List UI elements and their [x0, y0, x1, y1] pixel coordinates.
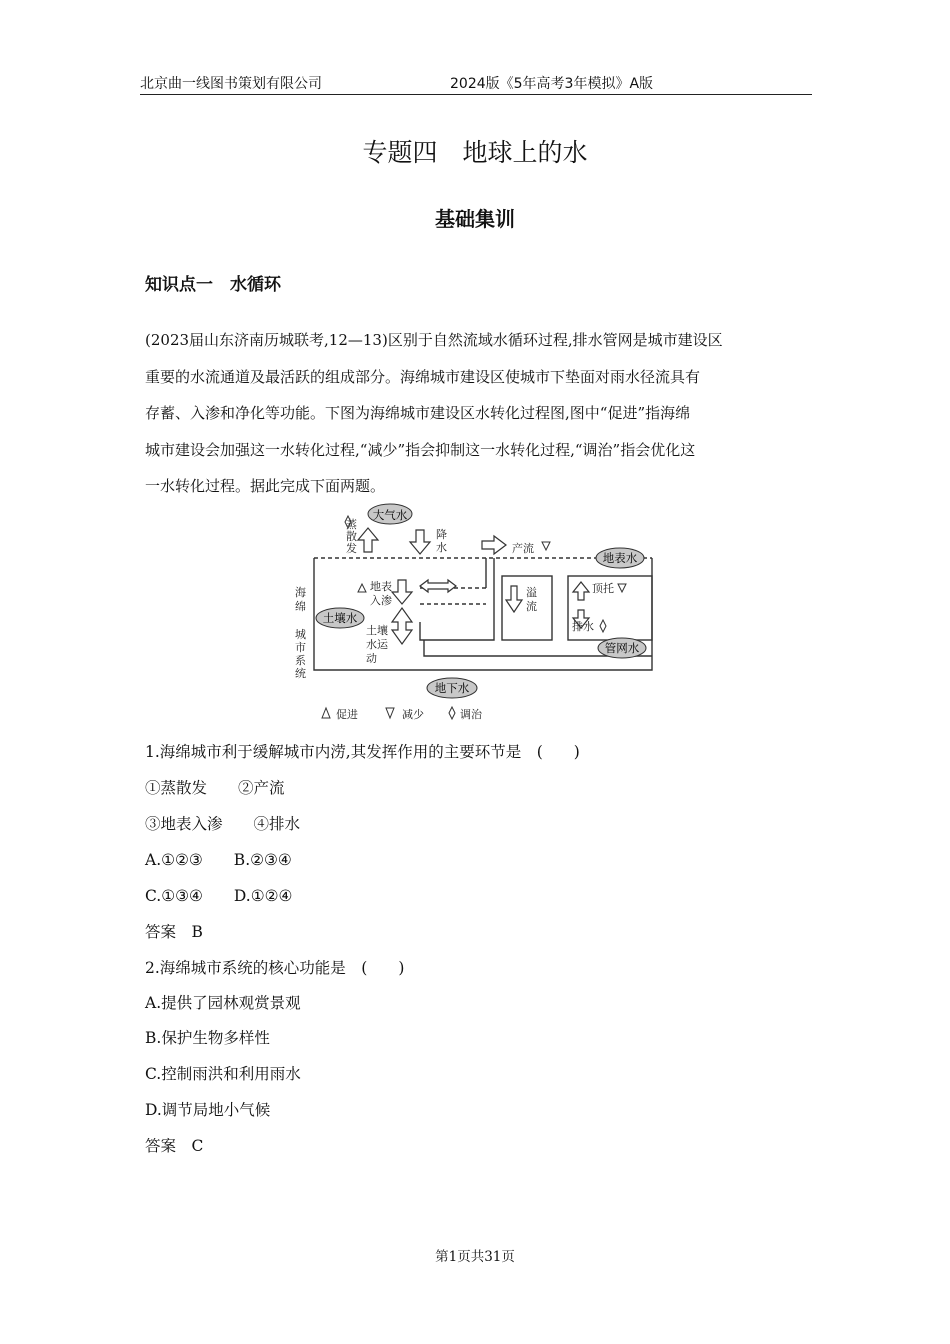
diagram-label: 入渗 — [370, 594, 392, 607]
q2-answer: 答案 C — [145, 1137, 204, 1155]
page-subtitle: 基础集训 — [435, 207, 515, 231]
q1-choices-row: C.①③④ D.①②④ — [145, 887, 293, 905]
pipe-water-node — [598, 638, 646, 658]
section-heading: 知识点一 水循环 — [145, 275, 281, 295]
diagram-label: 地表水 — [602, 551, 638, 565]
diagram-label: 产流 — [512, 542, 534, 555]
promote-mark — [358, 584, 366, 592]
diagram-label: 溢 — [526, 586, 537, 599]
water-cycle-diagram — [290, 500, 670, 730]
diagram-label: 海 — [295, 586, 306, 599]
q2-option: A.提供了园林观赏景观 — [145, 994, 301, 1012]
page-title: 专题四 地球上的水 — [362, 138, 588, 167]
intro-line: (2023届山东济南历城联考,12—13)区别于自然流域水循环过程,排水管网是城市建设区 — [145, 331, 723, 349]
q1-answer: 答案 B — [145, 923, 203, 941]
groundwater-node — [427, 678, 477, 698]
evaporation-arrow — [358, 528, 378, 552]
regulate-mark — [600, 620, 606, 632]
reduce-mark — [542, 542, 550, 550]
page-header — [140, 72, 812, 95]
diagram-label: 顶托 — [592, 582, 614, 595]
diagram-label: 流 — [526, 600, 537, 613]
infiltration-arrow — [392, 580, 412, 604]
diagram-label: 排水 — [572, 620, 594, 633]
overflow-arrow — [506, 586, 522, 612]
diagram-label: 绵 — [295, 600, 306, 613]
diagram-label: 动 — [366, 652, 377, 665]
soil-water-node — [316, 608, 364, 628]
header-book-title: 2024版《5年高考3年模拟》A版 — [450, 76, 654, 92]
precipitation-arrow — [410, 530, 430, 554]
q2-option: C.控制雨洪和利用雨水 — [145, 1065, 301, 1083]
intro-line: 存蓄、入渗和净化等功能。下图为海绵城市建设区水转化过程图,图中“促进”指海绵 — [145, 404, 691, 422]
diagram-label: 散 — [346, 530, 357, 543]
diagram-label: 管网水 — [604, 641, 640, 655]
diagram-label: 统 — [295, 667, 306, 680]
diagram-label: 蒸 — [346, 518, 357, 531]
diagram-label: 水运 — [366, 638, 388, 651]
surface-water-node — [596, 548, 644, 568]
intro-line: 城市建设会加强这一水转化过程,“减少”指会抑制这一水转化过程,“调治”指会优化这 — [145, 440, 696, 459]
soil-movement-arrow — [392, 608, 412, 644]
diagram-label: 土壤水 — [322, 611, 358, 625]
runoff-arrow — [482, 536, 506, 554]
diagram-label: 地表 — [370, 580, 392, 593]
q1-choices-row: A.①②③ B.②③④ — [145, 851, 292, 869]
diagram-label: 调治 — [460, 708, 482, 721]
diagram-label: 土壤 — [366, 624, 388, 637]
jacking-drain-arrow — [573, 582, 589, 600]
diagram-label: 地下水 — [434, 681, 470, 695]
intro-paragraph — [145, 322, 805, 505]
diagram-label: 水 — [436, 541, 447, 554]
q1-statements-row: ①蒸散发 ②产流 — [145, 779, 285, 797]
q1-statements-row: ③地表入渗 ④排水 — [145, 815, 301, 833]
q2-option: D.调节局地小气候 — [145, 1101, 271, 1119]
diagram-label: 系 — [295, 654, 306, 667]
diagram-label: 降 — [436, 528, 447, 541]
q2-stem: 2.海绵城市系统的核心功能是 ( ) — [145, 959, 405, 977]
lateral-arrow — [420, 580, 456, 592]
diagram-label: 市 — [295, 641, 306, 654]
diagram-label: 城 — [295, 628, 306, 641]
diagram-label: 大气水 — [372, 508, 408, 522]
page-footer: 第1页共31页 — [435, 1249, 515, 1265]
q1-stem: 1.海绵城市利于缓解城市内涝,其发挥作用的主要环节是 ( ) — [145, 743, 580, 761]
atmosphere-water-node — [368, 504, 412, 524]
q2-option: B.保护生物多样性 — [145, 1029, 270, 1047]
reduce-mark — [618, 584, 626, 592]
diagram-label: 减少 — [402, 708, 424, 721]
diagram-legend — [322, 707, 483, 721]
header-publisher: 北京曲一线图书策划有限公司 — [140, 76, 322, 92]
intro-line: 一水转化过程。据此完成下面两题。 — [145, 477, 386, 495]
diagram-label: 促进 — [336, 708, 358, 721]
intro-line: 重要的水流通道及最活跃的组成部分。海绵城市建设区使城市下垫面对雨水径流具有 — [145, 367, 701, 386]
diagram-label: 发 — [346, 542, 357, 555]
